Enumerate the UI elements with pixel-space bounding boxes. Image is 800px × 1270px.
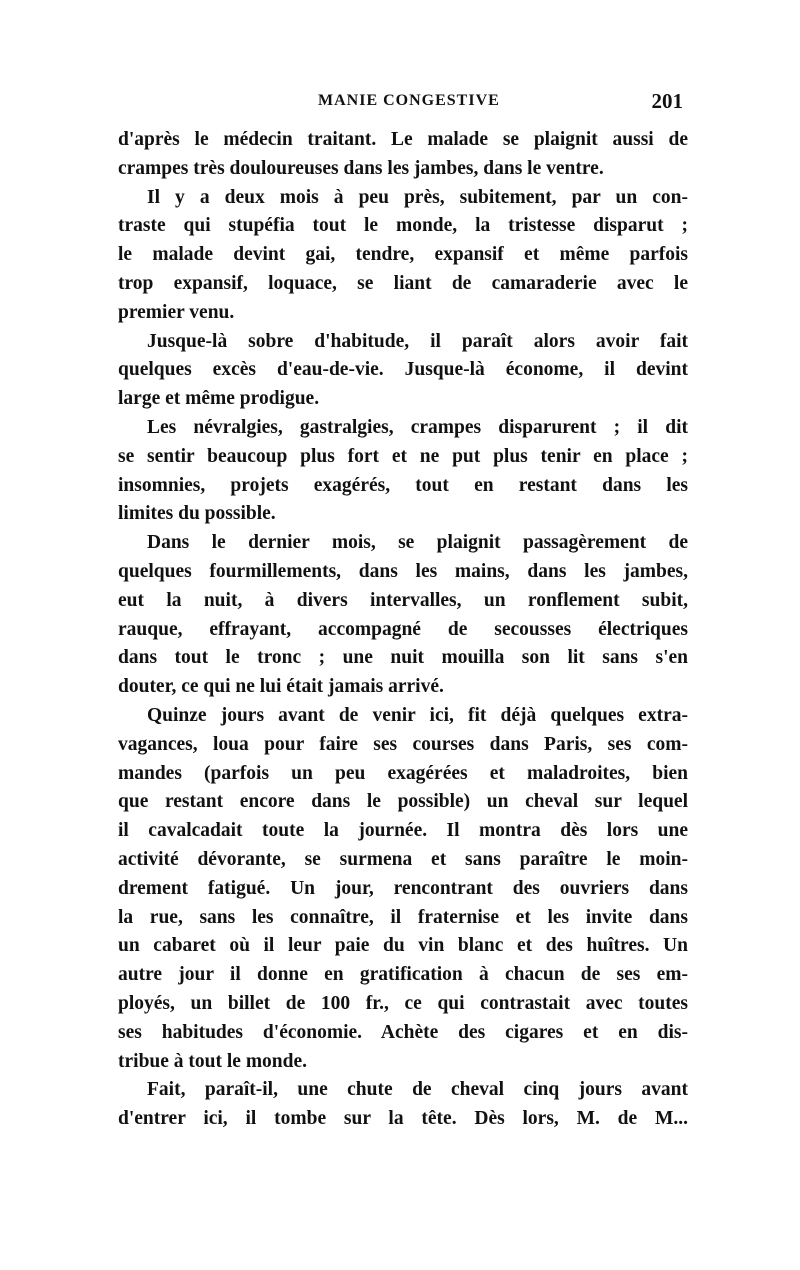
text-line: premier venu. — [118, 301, 235, 323]
text-line: trop expansif, loquace, se liant de camaraderie avec le — [118, 272, 688, 294]
text-line: Les névralgies, gastralgies, crampes disparurent ; il dit — [147, 416, 688, 438]
page-number: 201 — [651, 89, 683, 113]
text-line: il cavalcadait toute la journée. Il montra dès lors une — [118, 820, 688, 842]
text-line: activité dévorante, se surmena et sans paraître le moin- — [118, 848, 688, 870]
text-line: douter, ce qui ne lui était jamais arrivé. — [118, 676, 444, 698]
text-line: Jusque-là sobre d'habitude, il paraît alors avoir fait — [147, 330, 688, 352]
text-line: le malade devint gai, tendre, expansif et même parfois — [118, 244, 688, 266]
text-line: dans tout le tronc ; une nuit mouilla son lit sans s'en — [118, 647, 688, 669]
text-line: autre jour il donne en gratification à chacun de ses em- — [118, 964, 688, 986]
text-line: quelques fourmillements, dans les mains, dans les jambes, — [118, 560, 688, 582]
text-line: ployés, un billet de 100 fr., ce qui contrastait avec toutes — [118, 992, 688, 1014]
text-line: se sentir beaucoup plus fort et ne put plus tenir en place ; — [118, 445, 688, 467]
text-line: vagances, loua pour faire ses courses dans Paris, ses com- — [118, 733, 688, 755]
text-line: Quinze jours avant de venir ici, fit déjà quelques extra- — [147, 704, 688, 726]
text-line: insomnies, projets exagérés, tout en restant dans les — [118, 474, 688, 496]
text-line: d'après le médecin traitant. Le malade se plaignit aussi de — [118, 129, 688, 150]
text-line: quelques excès d'eau-de-vie. Jusque-là économe, il devint — [118, 359, 688, 381]
text-line: la rue, sans les connaître, il fraternise et les invite dans — [118, 906, 688, 928]
text-line: tribue à tout le monde. — [118, 1050, 308, 1072]
running-head: MANIE CONGESTIVE — [318, 92, 500, 109]
text-line: ses habitudes d'économie. Achète des cigares et en dis- — [118, 1021, 688, 1043]
text-line: limites du possible. — [118, 503, 276, 525]
text-line: d'entrer ici, il tombe sur la tête. Dès lors, M. de M... — [118, 1108, 688, 1130]
text-line: Il y a deux mois à peu près, subitement, par un con- — [147, 186, 688, 208]
body-text — [118, 126, 688, 1134]
text-line: Fait, paraît-il, une chute de cheval cinq jours avant — [147, 1079, 688, 1101]
text-line: large et même prodigue. — [118, 388, 320, 410]
text-line: drement fatigué. Un jour, rencontrant des ouvriers dans — [118, 877, 688, 899]
text-line: que restant encore dans le possible) un cheval sur lequel — [118, 791, 688, 813]
text-line: Dans le dernier mois, se plaignit passagèrement de — [147, 532, 688, 554]
text-line: eut la nuit, à divers intervalles, un ronflement subit, — [118, 589, 688, 611]
text-line: traste qui stupéfia tout le monde, la tristesse disparut ; — [118, 215, 688, 237]
text-line: crampes très douloureuses dans les jambes, dans le ventre. — [118, 157, 604, 179]
page-header — [118, 89, 683, 122]
text-line: rauque, effrayant, accompagné de secousses électriques — [118, 618, 688, 640]
text-line: un cabaret où il leur paie du vin blanc et des huîtres. Un — [118, 935, 688, 957]
text-line: mandes (parfois un peu exagérées et maladroites, bien — [118, 762, 688, 784]
